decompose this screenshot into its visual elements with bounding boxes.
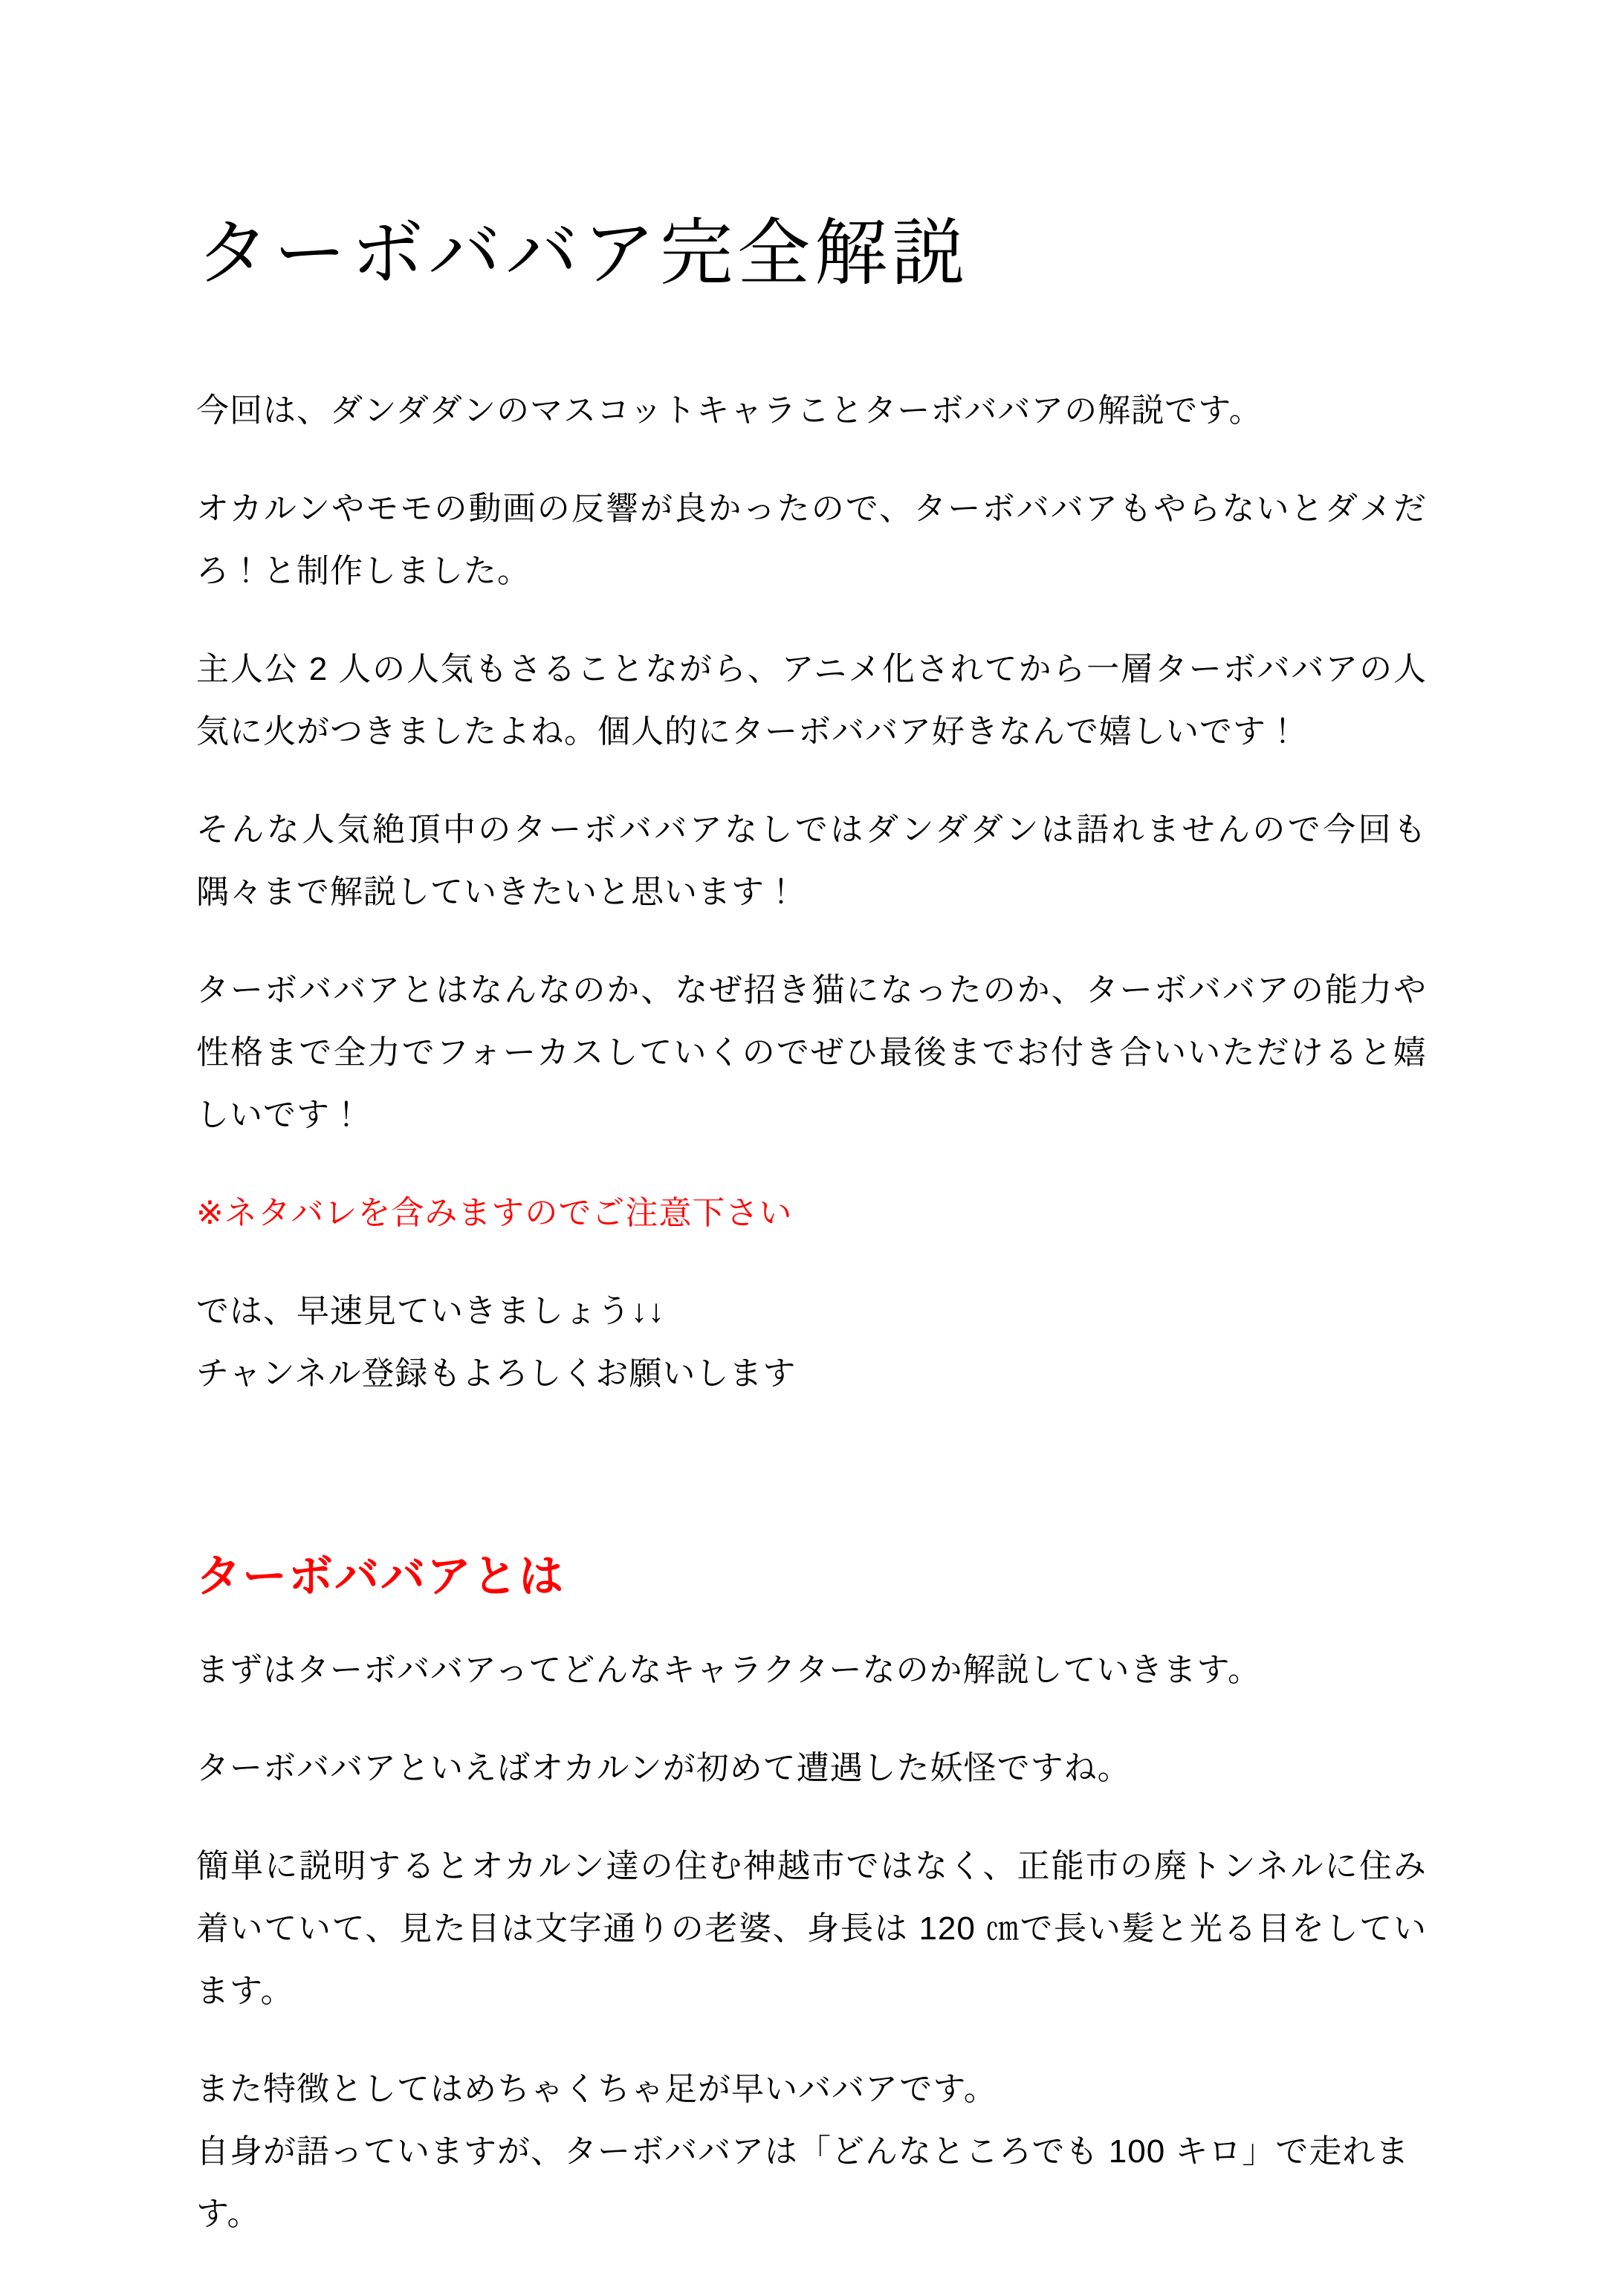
document-title: ターボババア完全解説: [196, 212, 970, 294]
closing-lines: [196, 1280, 1427, 1405]
feature-lines: [196, 2058, 1427, 2245]
intro-paragraph-4: そんな人気絶頂中のターボババアなしではダンダダンは語れませんので今回も隅々まで解説していきたいと思います！: [196, 811, 1427, 910]
section-paragraph-1: まずはターボババアってどんなキャラクターなのか解説していきます。: [196, 1652, 1261, 1688]
section-paragraph-2: ターボババアといえばオカルンが初めて遭遇した妖怪ですね。: [196, 1750, 1131, 1786]
intro-paragraph-5: ターボババアとはなんなのか、なぜ招き猫になったのか、ターボババアの能力や性格まで全力でフォーカスしていくのでぜひ最後までお付き合いいただけると嬉しいです！: [196, 972, 1427, 1133]
intro-paragraph-2: オカルンやモモの動画の反響が良かったので、ターボババアもやらないとダメだろ！と制作しました。: [196, 490, 1427, 589]
section-paragraph-3: 簡単に説明するとオカルン達の住む神越市ではなく、正能市の廃トンネルに住み着いていて、見た目は文字通りの老婆、身長は 120 ㎝で長い髪と光る目をしています。: [196, 1848, 1427, 2009]
closing-line-1: では、早速見ていきましょう↓↓: [196, 1293, 665, 1329]
intro-paragraph-3: 主人公 2 人の人気もさることながら、アニメ化されてから一層ターボババアの人気に火がつきましたよね。個人的にターボババア好きなんで嬉しいです！: [196, 651, 1427, 750]
section-heading-turbo-granny: ターボババアとは: [196, 1551, 565, 1601]
closing-line-2: チャンネル登録もよろしくお願いします: [196, 1355, 797, 1392]
intro-paragraph-1: 今回は、ダンダダンのマスコットキャラことターボババアの解説です。: [196, 392, 1263, 429]
feature-line-2: 自身が語っていますが、ターボババアは「どんなところでも 100 キロ」で走れます。: [196, 2133, 1410, 2232]
feature-line-1: また特徴としてはめちゃくちゃ足が早いババアです。: [196, 2071, 997, 2107]
spoiler-warning: ※ネタバレを含みますのでご注意下さい: [196, 1195, 793, 1231]
